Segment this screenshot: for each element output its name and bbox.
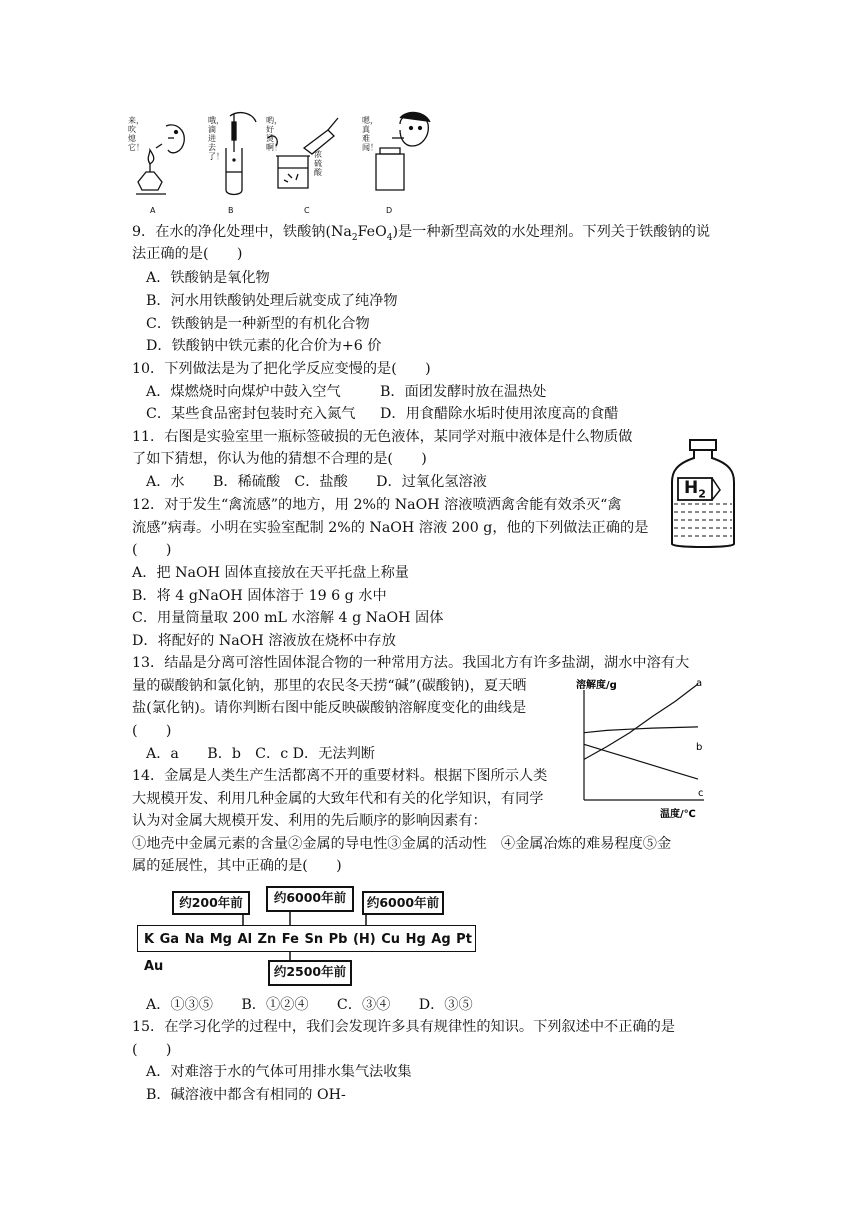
- q13-stem-line2: 量的碳酸钠和氯化钠，那里的农民冬天捞“碱”(碳酸钠)，夏天晒: [132, 678, 527, 694]
- curve-label-b: b: [696, 742, 703, 753]
- q10-option-a: A．煤燃烧时向煤炉中鼓入空气: [146, 384, 341, 400]
- figure-label-a: A: [150, 206, 156, 215]
- box-6000-years-cu: 约6000年前: [266, 886, 354, 912]
- q15-option-a: A．对难溶于水的气体可用排水集气法收集: [146, 1064, 412, 1080]
- lab-safety-figure: [128, 108, 438, 218]
- curve-c: [584, 744, 698, 779]
- figure-b-caption: 哦，滴进去了！: [208, 116, 224, 161]
- curve-label-c: c: [698, 788, 704, 799]
- q9-option-b: B．河水用铁酸钠处理后就变成了纯净物: [146, 293, 398, 309]
- q15-stem-line1: 15．在学习化学的过程中，我们会发现许多具有规律性的知识。下列叙述中不正确的是: [132, 1019, 675, 1035]
- figure-label-b: B: [228, 206, 234, 215]
- metal-activity-series: K Ga Na Mg Al Zn Fe Sn Pb (H) Cu Hg Ag Pt Au: [137, 925, 476, 952]
- box-200-years: 约200年前: [172, 891, 250, 915]
- q15-stem-line2: ( ): [132, 1042, 172, 1058]
- q14-stem-line2: 大规模开发、利用几种金属的大致年代和有关的化学知识，有同学: [132, 791, 544, 807]
- q12-option-b: B．将 4 gNaOH 固体溶于 19 6 g 水中: [132, 588, 387, 604]
- q11-stem-line2: 了如下猜想，你认为他的猜想不合理的是( ): [132, 451, 427, 467]
- q13-stem-line1: 13．结晶是分离可溶性固体混合物的一种常用方法。我国北方有许多盐湖，湖水中溶有大: [132, 655, 690, 671]
- q12-stem-line1: 12．对于发生“禽流感”的地方，用 2%的 NaOH 溶液喷洒禽舍能有效杀灭“禽: [132, 497, 622, 513]
- q9-stem-line2: 法正确的是( ): [132, 246, 243, 262]
- q14-stem-line3: 认为对金属大规模开发、利用的先后顺序的影响因素有：: [132, 813, 487, 829]
- lab-safety-illustration: [128, 108, 438, 218]
- curve-label-a: a: [696, 678, 703, 689]
- figure-d-caption: 嗯，真难闻！: [362, 116, 378, 152]
- curve-a: [584, 684, 698, 759]
- q11-stem-line1: 11．右图是实验室里一瓶标签破损的无色液体，某同学对瓶中液体是什么物质做: [132, 429, 633, 445]
- q10-option-c: C．某些食品密封包装时充入氮气: [146, 406, 356, 422]
- solubility-chart: [576, 672, 716, 824]
- q12-stem-line3: ( ): [132, 542, 172, 558]
- box-2500-years: 约2500年前: [268, 960, 352, 986]
- q14-stem-line4: ①地壳中金属元素的含量②金属的导电性③金属的活动性 ④金属冶炼的难易程度⑤金: [132, 836, 672, 852]
- reagent-bottle-figure: [664, 436, 742, 552]
- curve-b: [584, 727, 698, 733]
- bottle-label: $H_2$: [684, 478, 706, 501]
- chart-xlabel: 温度/℃: [660, 809, 696, 820]
- q14-options: A．①③⑤ B．①②④ C．③④ D．③⑤: [146, 997, 473, 1013]
- figure-c-caption: 哟，好烫啊！: [266, 116, 282, 152]
- q10-option-d: D．用食醋除水垢时使用浓度高的食醋: [380, 406, 619, 422]
- q15-option-b: B．碱溶液中都含有相同的 OH-: [146, 1087, 346, 1103]
- q9-option-d: D．铁酸钠中铁元素的化合价为+6 价: [146, 338, 382, 354]
- q9-option-c: C．铁酸钠是一种新型的有机化合物: [146, 316, 370, 332]
- q12-stem-line2: 流感”病毒。小明在实验室配制 2%的 NaOH 溶液 200 g，他的下列做法正确的是: [132, 520, 649, 536]
- q13-stem-line3: 盐(氯化钠)。请你判断右图中能反映碳酸钠溶解度变化的曲线是: [132, 700, 527, 716]
- q14-stem-line1: 14．金属是人类生产生活都离不开的重要材料。根据下图所示人类: [132, 768, 548, 784]
- figure-label-c: C: [304, 206, 310, 215]
- q12-option-d: D．将配好的 NaOH 溶液放在烧杯中存放: [132, 633, 396, 649]
- q13-stem-line4: ( ): [132, 723, 172, 739]
- q13-options: A．a B．b C．c D．无法判断: [146, 746, 375, 762]
- box-6000-years-au: 约6000年前: [362, 891, 444, 915]
- q14-stem-line5: 属的延展性，其中正确的是( ): [132, 858, 342, 874]
- chart-ylabel: 溶解度/g: [576, 680, 617, 691]
- q10-option-b: B．面团发酵时放在温热处: [380, 384, 547, 400]
- q9-stem-line1: 9．在水的净化处理中，铁酸钠$(Na_2FeO_4)$是一种新型高效的水处理剂。下列关于铁酸钠的说: [132, 224, 711, 243]
- figure-a-caption: 来，吹熄它！: [128, 116, 144, 152]
- q12-option-c: C．用量筒量取 200 mL 水溶解 4 g NaOH 固体: [132, 610, 444, 626]
- figure-label-d: D: [386, 206, 393, 215]
- q10-stem: 10．下列做法是为了把化学反应变慢的是( ): [132, 361, 431, 377]
- q11-options: A．水 B．稀硫酸 C．盐酸 D．过氧化氢溶液: [146, 474, 487, 490]
- q9-option-a: A．铁酸钠是氧化物: [146, 270, 270, 286]
- q12-option-a: A．把 NaOH 固体直接放在天平托盘上称量: [132, 565, 409, 581]
- solubility-chart-svg: [576, 672, 716, 824]
- figure-c-acid-label: 浓硫酸: [314, 150, 322, 177]
